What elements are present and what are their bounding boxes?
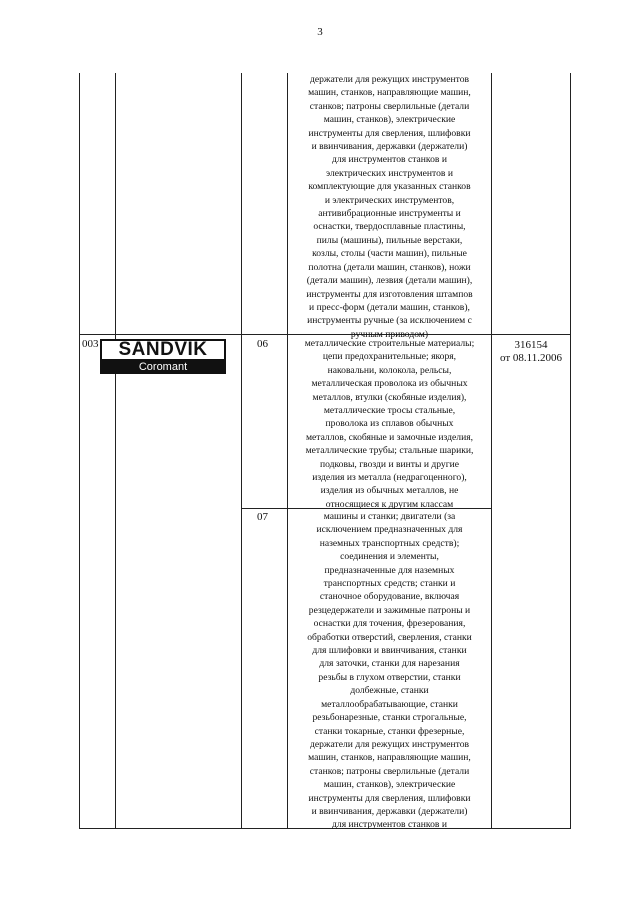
sandvik-coromant-logo (100, 339, 226, 373)
class-06-description (288, 337, 491, 511)
description-line: металлов, скобяные и замочные изделия, (305, 431, 474, 443)
logo-wordmark: SANDVIK (100, 339, 226, 361)
description-line: обработки отверстий, сверления, станки (307, 631, 472, 643)
description-line: металлов, втулки (скобяные изделия), (312, 391, 467, 403)
description-line: электрических инструментов и (326, 167, 453, 179)
description-line: машин, станков, направляющие машин, (308, 752, 471, 764)
description-line: для инструментов станков и (332, 819, 447, 831)
description-line: для заточки, станки для нарезания (319, 658, 460, 670)
row-number: 003 (82, 338, 99, 350)
column-divider-1 (115, 73, 116, 829)
page-number: 3 (317, 26, 323, 38)
description-line: ручным приводом) (350, 328, 429, 340)
description-line: машин, станков), электрические (323, 779, 456, 791)
description-line: инструменты для сверления, шлифовки (308, 792, 471, 804)
registration-date: от 08.11.2006 (499, 352, 562, 364)
description-line: держатели для режущих инструментов (309, 74, 470, 85)
description-line: оснастки для точения, фрезерования, (313, 618, 466, 630)
class-number-07: 07 (257, 511, 268, 523)
description-line: машин, станков), электрические (323, 114, 456, 126)
prev-row-description (288, 73, 491, 341)
description-line: долбежные, станки (350, 685, 429, 697)
description-line: пилы (машины), пильные верстаки, (316, 234, 463, 246)
description-line: для инструментов станков и (332, 154, 447, 166)
description-line: резьбы в глухом отверстии, станки (318, 671, 461, 683)
description-line: изделия из обычных металлов, не (320, 485, 459, 497)
description-line: для шлифовки и ввинчивания, станки (312, 645, 467, 657)
description-line: станочное оборудование, включая (319, 591, 460, 603)
description-line: наземных транспортных средств); (319, 537, 460, 549)
description-line: машин, станков, направляющие машин, (308, 87, 471, 99)
description-line: подковы, гвозди и винты и другие (319, 458, 460, 470)
description-line: станков; патроны сверлильные (детали (309, 100, 470, 112)
description-line: комплектующие для указанных станков (308, 181, 471, 193)
class-number-06: 06 (257, 338, 268, 350)
description-line: антивибрационные инструменты и (318, 208, 461, 220)
description-line: держатели для режущих инструментов (309, 738, 470, 750)
description-line: резьбонарезные, станки строгальные, (312, 712, 467, 724)
description-line: проволока из сплавов обычных (325, 418, 454, 430)
description-line: машины и станки; двигатели (за (323, 511, 456, 522)
registration-number: 316154 (514, 339, 548, 351)
class-07-description (288, 510, 491, 832)
description-line: предназначенные для наземных (324, 564, 455, 576)
description-line: станков; патроны сверлильные (детали (309, 765, 470, 777)
description-line: козлы, столы (части машин), пильные (312, 248, 467, 260)
table-border-right (570, 73, 571, 829)
description-line: резцедержатели и зажимные патроны и (308, 604, 471, 616)
description-line: соединения и элементы, (340, 551, 439, 563)
logo-subtitle: Coromant (100, 361, 226, 374)
description-line: полотна (детали машин, станков), ножи (308, 261, 471, 273)
description-line: металлические трубы; стальные шарики, (305, 445, 474, 457)
description-line: транспортных средств; станки и (323, 578, 456, 590)
description-line: инструменты для сверления, шлифовки (308, 127, 471, 139)
description-line: цепи предохранительные; якоря, (322, 351, 457, 363)
description-line: и ввинчивания, державки (держатели) (311, 141, 468, 153)
description-line: металлические тросы стальные, (323, 405, 456, 417)
description-line: наковальни, колокола, рельсы, (327, 364, 452, 376)
description-line: станки токарные, станки фрезерные, (314, 725, 465, 737)
description-line: и электрических инструментов, (324, 194, 455, 206)
description-line: металлообрабатывающие, станки (321, 698, 458, 710)
description-line: (детали машин), лезвия (детали машин), (306, 275, 473, 287)
description-line: относящиеся к другим классам (325, 498, 454, 510)
description-line: металлические строительные материалы; (304, 338, 475, 349)
column-divider-4 (491, 73, 492, 829)
description-line: исключением предназначенных для (316, 524, 463, 536)
description-line: инструменты ручные (за исключением с (307, 315, 472, 327)
description-line: металлическая проволока из обычных (311, 378, 468, 390)
description-line: инструменты для изготовления штампов (306, 288, 473, 300)
description-line: и пресс-форм (детали машин, станков), (309, 301, 470, 313)
table-border-left (79, 73, 80, 829)
description-line: оснастки, твердосплавные пластины, (313, 221, 466, 233)
description-line: и ввинчивания, державки (держатели) (311, 805, 468, 817)
description-line: изделия из металла (недрагоценного), (312, 472, 467, 484)
column-divider-2 (241, 73, 242, 829)
